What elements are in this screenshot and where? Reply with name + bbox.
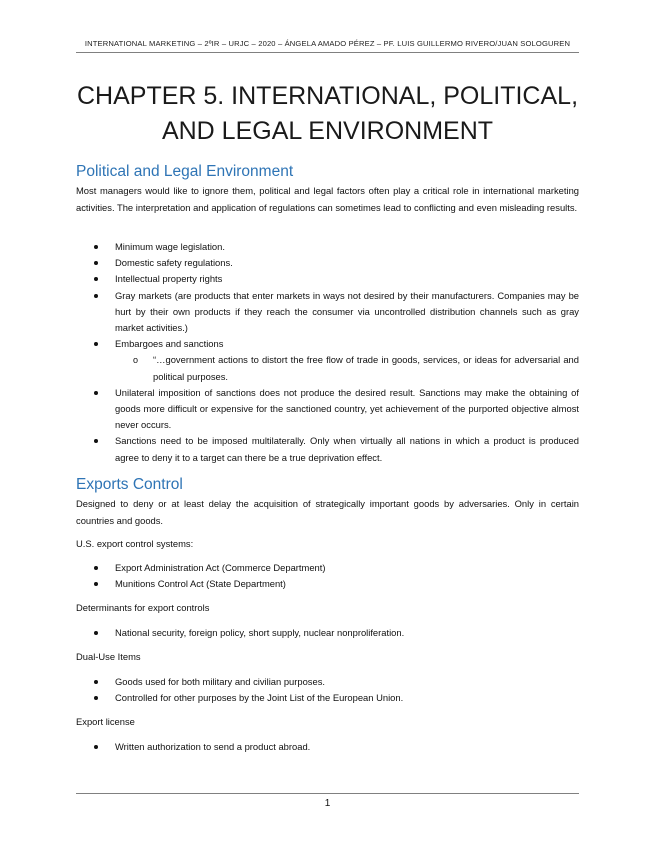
export-license-list: [76, 739, 579, 755]
list-item: Unilateral imposition of sanctions does not produce the desired result. Sanctions may make the obtaining of goods more difficult or expensive for the sanctioned country, yet achievement of the purported objective almost never occurs.: [76, 385, 579, 434]
export-license-label: Export license: [76, 716, 135, 727]
determinants-label: Determinants for export controls: [76, 602, 210, 613]
list-item: Sanctions need to be imposed multilaterally. Only when virtually all nations in which a product is produced agree to deny it to a target can there be a true deprivation effect.: [76, 433, 579, 465]
list-item-embargoes: [76, 336, 579, 385]
us-export-label: U.S. export control systems:: [76, 538, 194, 549]
section-heading-political-legal: Political and Legal Environment: [76, 163, 294, 180]
page-number: 1: [324, 798, 331, 809]
list-item-label: Embargoes and sanctions: [115, 338, 224, 350]
list-item: Domestic safety regulations.: [76, 255, 579, 271]
chapter-title: [76, 79, 579, 149]
dual-use-list: [76, 674, 579, 706]
footer-rule: [76, 793, 579, 794]
list-item: Goods used for both military and civilian purposes.: [76, 674, 579, 690]
list-item: Export Administration Act (Commerce Department): [76, 560, 579, 576]
header-rule: [76, 52, 579, 53]
list-item: Minimum wage legislation.: [76, 239, 579, 255]
list-item: Intellectual property rights: [76, 271, 579, 287]
list-item: Gray markets (are products that enter markets in ways not desired by their manufacturers. Companies may be hurt by their own products if they reach the consumer via uncontrolled distribution channels such as gray market activities.): [76, 288, 579, 337]
list-item: National security, foreign policy, short supply, nuclear nonproliferation.: [76, 625, 579, 641]
section-heading-exports-control: Exports Control: [76, 476, 183, 493]
section-1-bullet-list: [76, 239, 579, 466]
list-item: Written authorization to send a product abroad.: [76, 739, 579, 755]
chapter-title-line-2: AND LEGAL ENVIRONMENT: [161, 117, 494, 145]
chapter-title-line-1: CHAPTER 5. INTERNATIONAL, POLITICAL,: [76, 82, 579, 110]
us-export-list: [76, 560, 579, 592]
sub-list-item: o “…government actions to distort the free flow of trade in goods, services, or ideas for adversarial and political purposes.: [115, 352, 579, 384]
embargo-sub-list: [115, 352, 579, 384]
list-item: Controlled for other purposes by the Joint List of the European Union.: [76, 690, 579, 706]
section-2-intro: Designed to deny or at least delay the acquisition of strategically important goods by adversaries. Only in certain countries and goods.: [76, 498, 579, 526]
running-header: INTERNATIONAL MARKETING – 2ºIR – URJC – 2020 – ÁNGELA AMADO PÉREZ – PF. LUIS GUILLERMO RIVERO/JUAN SOLOGUREN: [84, 39, 571, 48]
determinants-list: [76, 625, 579, 641]
dual-use-label: Dual-Use Items: [76, 651, 141, 662]
list-item: Munitions Control Act (State Department): [76, 576, 579, 592]
section-1-intro: Most managers would like to ignore them, political and legal factors often play a critical role in international marketing activities. The interpretation and application of regulations can sometimes lead to conflicting and even misleading results.: [76, 185, 579, 213]
